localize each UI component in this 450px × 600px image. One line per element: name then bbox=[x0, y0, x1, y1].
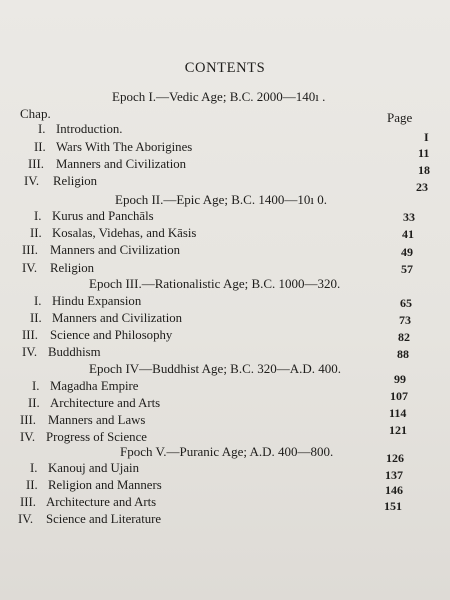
chapter-number: IV. bbox=[18, 512, 34, 526]
chapter-page: 82 bbox=[398, 330, 410, 344]
epoch-3-heading: Epoch III.—Rationalistic Age; B.C. 1000—320. bbox=[89, 276, 341, 291]
chapter-number: II. bbox=[26, 478, 38, 492]
chapter-page: 88 bbox=[397, 347, 409, 361]
chapter-number: III. bbox=[28, 157, 44, 171]
chapter-title: Kanouj and Ujain bbox=[48, 461, 139, 475]
chapter-number: III. bbox=[22, 243, 38, 257]
chapter-page: 126 bbox=[386, 451, 404, 465]
chapter-number: III. bbox=[20, 495, 36, 509]
chapter-title: Manners and Civilization bbox=[52, 311, 183, 325]
chapter-number: IV. bbox=[24, 174, 40, 188]
chapter-number: II. bbox=[30, 226, 42, 240]
chapter-page: 146 bbox=[385, 483, 403, 497]
epoch-4-heading: Epoch IV—Buddhist Age; B.C. 320—A.D. 400. bbox=[89, 361, 342, 376]
chapter-page: 137 bbox=[385, 468, 403, 482]
chapter-number: I. bbox=[30, 461, 38, 475]
epoch-1-heading: Epoch I.—Vedic Age; B.C. 2000—140ı . bbox=[112, 89, 326, 104]
chapter-page: 23 bbox=[416, 180, 428, 194]
chapter-title: Manners and Civilization bbox=[56, 157, 187, 171]
chapter-number: IV. bbox=[22, 345, 38, 359]
chapter-number: II. bbox=[30, 311, 42, 325]
chapter-number: III. bbox=[22, 328, 38, 342]
chapter-page: 151 bbox=[384, 499, 402, 513]
chapter-title: Science and Literature bbox=[46, 512, 162, 526]
chapter-page: 65 bbox=[400, 296, 412, 310]
chapter-page: 41 bbox=[402, 227, 414, 241]
chap-column-label: Chap. bbox=[20, 106, 51, 121]
chapter-title: Kosalas, Videhas, and Kāsis bbox=[52, 226, 197, 240]
chapter-number: I. bbox=[34, 294, 42, 308]
chapter-title: Architecture and Arts bbox=[50, 396, 161, 410]
chapter-title: Science and Philosophy bbox=[50, 328, 173, 342]
chapter-number: I. bbox=[32, 379, 40, 393]
chapter-title: Manners and Civilization bbox=[50, 243, 181, 257]
chapter-title: Wars With The Aborigines bbox=[56, 140, 193, 154]
chapter-page: 49 bbox=[401, 245, 413, 259]
chapter-page: 99 bbox=[394, 372, 406, 386]
chapter-title: Manners and Laws bbox=[48, 413, 146, 427]
chapter-number: II. bbox=[28, 396, 40, 410]
chapter-title: Religion bbox=[50, 261, 95, 275]
chapter-number: III. bbox=[20, 413, 36, 427]
chapter-title: Introduction. bbox=[56, 122, 123, 136]
chapter-title: Religion and Manners bbox=[48, 478, 162, 492]
chapter-number: IV. bbox=[20, 430, 36, 444]
chapter-page: 121 bbox=[389, 423, 407, 437]
chapter-page: 11 bbox=[418, 146, 430, 160]
chapter-page: 57 bbox=[401, 262, 413, 276]
chapter-title: Kurus and Panchāls bbox=[52, 209, 154, 223]
contents-heading: CONTENTS bbox=[184, 60, 266, 76]
chapter-title: Magadha Empire bbox=[50, 379, 139, 393]
page-column-label: Page bbox=[387, 110, 413, 125]
chapter-number: IV. bbox=[22, 261, 38, 275]
chapter-title: Hindu Expansion bbox=[52, 294, 142, 308]
chapter-title: Buddhism bbox=[48, 345, 101, 359]
chapter-title: Progress of Science bbox=[46, 430, 147, 444]
chapter-number: I. bbox=[38, 122, 46, 136]
chapter-page: 114 bbox=[389, 406, 407, 420]
chapter-title: Religion bbox=[53, 174, 98, 188]
chapter-page: 73 bbox=[399, 313, 411, 327]
epoch-5-heading: Fpoch V.—Puranic Age; A.D. 400—800. bbox=[120, 444, 334, 459]
chapter-number: II. bbox=[34, 140, 46, 154]
chapter-page: 33 bbox=[403, 210, 415, 224]
chapter-title: Architecture and Arts bbox=[46, 495, 157, 509]
chapter-page: 107 bbox=[390, 389, 408, 403]
chapter-page: I bbox=[424, 130, 429, 144]
chapter-number: I. bbox=[34, 209, 42, 223]
chapter-page: 18 bbox=[418, 163, 430, 177]
epoch-2-heading: Epoch II.—Epic Age; B.C. 1400—10ı 0. bbox=[115, 192, 327, 207]
